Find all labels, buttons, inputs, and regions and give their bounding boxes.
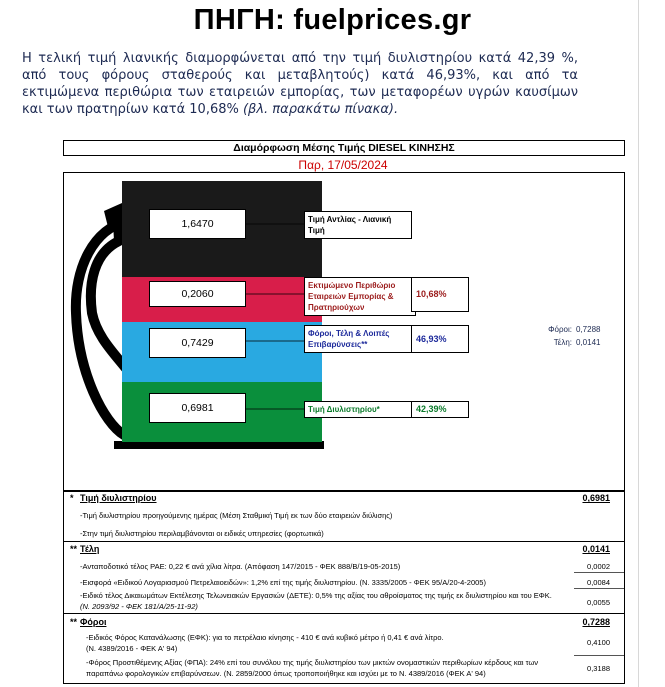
intro-italic: (βλ. παρακάτω πίνακα).	[242, 102, 399, 117]
refinery-percent: 42,39%	[411, 401, 469, 418]
taxes-note-value: 0,7288	[576, 325, 601, 334]
divider	[64, 613, 624, 614]
price-breakdown-diagram	[63, 172, 625, 492]
divider	[64, 541, 624, 542]
cell-rule	[574, 655, 624, 656]
price-date: Παρ, 17/05/2024	[298, 158, 388, 172]
price-details-table: * Τιμή διυλιστηρίου 0,6981 -Τιμή διυλιστηρίου προηγούμενης ημέρας (Μέση Σταθμική Τιμή εκ των δύο εταιρειών διύλισης) -Στην τιμή διυλιστηρίου περιλαμβάνονται οι ειδικές υπηρεσίες (φορτωτικά) ** Τέλη 0,0141 -Ανταποδοτικό τέλος ΡΑΕ: 0,22 € ανά χίλια λίτρα. (Απόφαση 147/2015 - ΦΕΚ 888/Β/19-05-2015) 0,0002 -Εισφορά «Ειδικού Λογαριασμού Πετρελαιοειδών»: 1,2% επί της τιμής διυλιστηρίου. (Ν. 3335/2005 - ΦΕΚ 95/Α/20-4-2005) 0,0084 -Ειδικό τέλος Δικαιωμάτων Εκτέλεσης Τελωνειακών Εργασιών (ΔΕΤΕ): 0,5% της αξίας του αθροίσματος της τιμής εκ διυλιστηρίου και του ΕΦΚ. (Ν. 2093/92 - ΦΕΚ 181/Α/25-11-92) 0,0055 ** Φόροι 0,7288 -Ειδικός Φόρος Κατανάλωσης (ΕΦΚ): για το πετρέλαιο κίνησης - 410 € ανά κυβικό μέτρο ή 0,41 € ανά λίτρο. (Ν. 4389/2016 - ΦΕΚ Α' 94) 0,4100 -Φόρος Προστιθέμενης Αξίας (ΦΠΑ): 24% επί του συνόλου της τιμής διυλιστηρίου των μικτών ονομαστικών περιθωρίων κέρδους και των παραπάνω φορολογικών επιβαρύνσεων. (Ν. 2859/2000 όπως τροποποιήθηκε και ισχύει με το Ν. 4389/2016 (ΦΕΚ Α' 94) 0,3188	[63, 490, 625, 684]
retail-price-label: Τιμή Αντλίας - Λιανική Τιμή	[304, 211, 412, 239]
fees-note-value: 0,0141	[576, 338, 601, 347]
cell-rule	[574, 572, 624, 573]
retail-price-value: 1,6470	[149, 209, 246, 239]
refinery-value: 0,6981	[149, 393, 246, 423]
margin-percent: 10,68%	[411, 277, 469, 312]
page-edge	[638, 0, 639, 687]
fees-note-label: Τέλη:	[553, 338, 572, 347]
taxes-label: Φόροι, Τέλη & Λοιπές Επιβαρύνσεις**	[304, 325, 416, 353]
page-title: ΠΗΓΗ: fuelprices.gr	[193, 4, 472, 36]
cell-rule	[574, 588, 624, 589]
table-title: Διαμόρφωση Μέσης Τιμής DIESEL ΚΙΝΗΣΗΣ	[63, 140, 625, 156]
intro-paragraph	[22, 50, 578, 118]
refinery-label: Τιμή Διυλιστηρίου*	[304, 401, 416, 418]
taxes-percent: 46,93%	[411, 325, 469, 353]
intro-text: Η τελική τιμή λιανικής διαμορφώνεται από την τιμή διυλιστηρίου κατά 42,39 %, από τους φόρους σταθερούς και μεταβλητούς) κατά 46,93%, και από τα εκτιμώμενα περιθώρια των εταιρειών εμπορίας, των μεταφορέων υγρών καυσίμων και των πρατηρίων κατά 10,68%	[22, 51, 578, 117]
taxes-value: 0,7429	[149, 328, 246, 358]
taxes-note-label: Φόροι:	[548, 325, 572, 334]
margin-label: Εκτιμώμενο Περιθώριο Εταιρειών Εμπορίας & Πρατηριούχων	[304, 277, 416, 316]
pump-base	[114, 441, 324, 449]
margin-value: 0,2060	[149, 281, 246, 307]
